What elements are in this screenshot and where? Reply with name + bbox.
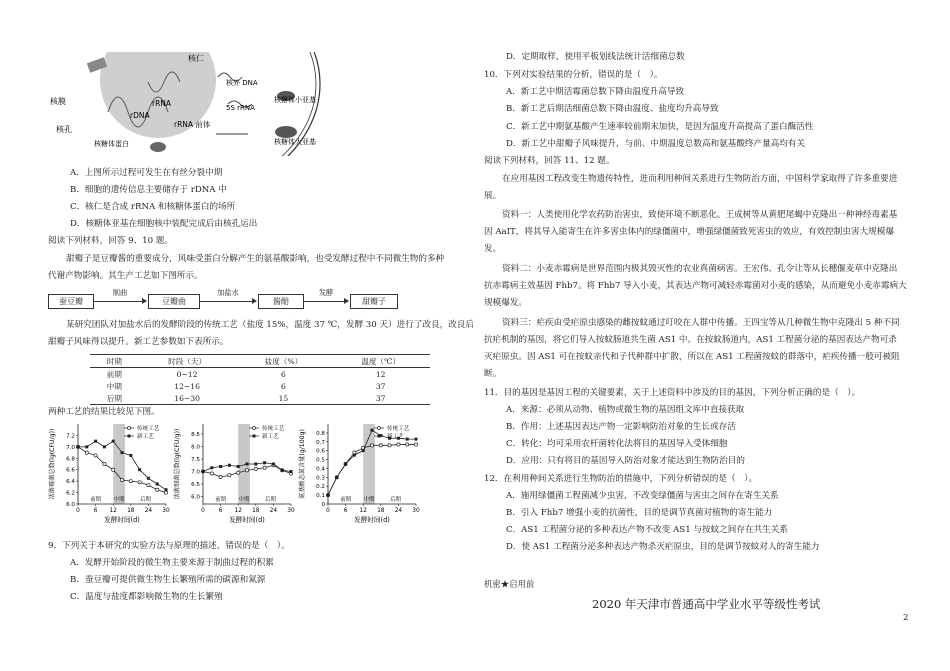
q8-option-a: A．上图所示过程可发生在有丝分裂中期 [70,168,223,178]
data-point-traditional [164,491,167,494]
q9-option-d: D．定期取样，使用平板划线法统计活细菌总数 [506,52,685,62]
data-point-traditional [156,488,159,491]
data-point-new [129,454,132,457]
resource3-line-4: 断。 [484,369,502,379]
chart-panel-3 [298,424,420,524]
material2-line-1: 某研究团队对加盐水后的发酵阶段的传统工艺（盐度 15%，温度 37 ℃，发酵 30 天）进行了改良，改良后 [66,320,474,330]
phase-label: 前期 [340,497,351,503]
y-tick-label: 7.2 [66,433,75,440]
resource2-line-2: 抗赤霉病主效基因 Fhb7。将 Fhb7 导入小麦，其表达产物可减轻赤霉菌对小麦的感染，从而避免小麦赤霉病大 [484,281,907,291]
chart-panel-1 [48,424,170,524]
data-point-traditional [263,466,266,469]
data-point-new [219,465,222,468]
resource3-line-3: 灭疟原虫。因 AS1 可在按蚊亲代和子代种群中扩散，所以在 AS1 工程菌按蚊的群落中，疟疾传播一般可被阻 [484,352,900,362]
label-5s-rrna: 5S rRNA [226,104,255,112]
data-point-traditional [228,474,231,477]
data-point-new [335,476,338,479]
legend-marker-traditional [253,427,256,430]
table-cell: 37 [375,381,386,391]
x-tick-label: 24 [394,508,403,514]
data-point-traditional [388,444,391,447]
data-point-traditional [379,444,382,447]
parameter-table [90,354,430,405]
table-cell: 中期 [106,381,122,391]
intro-q11-12: 阅读下列材料，回答 11、12 题。 [484,156,615,166]
label-rdna: rDNA [130,111,150,120]
data-point-new [327,494,330,497]
data-point-traditional [219,475,222,478]
data-point-new [210,466,213,469]
legend-marker-new [128,435,131,438]
table-cell: 后期 [90,392,139,405]
data-point-new [254,463,257,466]
data-point-new [281,469,284,472]
x-tick-label: 18 [127,508,135,514]
y-tick-label: 6.8 [66,456,75,463]
data-point-traditional [397,443,400,446]
y-tick-label: 6.0 [66,502,75,508]
label-rrna: rRNA [152,99,172,108]
data-point-traditional [254,467,257,470]
table-cell: 6 [280,381,286,391]
data-point-traditional [414,443,417,446]
data-point-traditional [85,451,88,454]
data-point-new [406,438,409,441]
phase-label: 中期 [363,497,375,503]
legend-marker-traditional [128,427,131,430]
flow-arrow-1 [94,301,146,302]
legend-label: 新工艺 [137,434,154,440]
data-point-new [103,445,106,448]
data-point-new [165,488,168,491]
legend-marker-new [253,435,256,438]
q11-option-a: A．来源：必须从动物、植物或微生物的基因组文库中直接获取 [506,405,745,415]
chart-panel-2 [173,424,295,524]
y-tick-label: 0.1 [316,493,325,500]
exam-title: 2020 年天津市普通高中学业水平等级性考试 [592,597,821,611]
q9-option-a: A．发酵开始阶段的微生物主要来源于制曲过程的积累 [70,558,274,568]
data-point-new [94,440,97,443]
table-header: 时期 [90,355,139,368]
flow-arrow-3 [304,301,348,302]
data-point-new [202,470,205,473]
x-tick-label: 24 [144,508,153,514]
data-point-new [246,463,249,466]
resource3-line-1: 资料三：疟疾由受疟原虫感染的雌按蚊通过叮咬在人群中传播。王四宝等从几种微生物中克隆出 5 种不同 [502,318,900,328]
y-tick-label: 6.6 [66,467,75,474]
x-tick-label: 0 [326,508,330,514]
q8-option-b: B．细胞的遗传信息主要储存于 rDNA 中 [70,185,227,195]
material1-line-1: 甜瓣子是豆瓣酱的重要成分，风味受蛋白分解产生的氨基酸影响，也受发酵过程中不同微生物的多种 [66,254,445,264]
x-axis-label: 发酵时间(d) [354,516,390,524]
flow-arrow-label-2: 加盐水 [217,288,239,297]
phase-label: 前期 [215,497,226,503]
label-extranuclear-dna: 核外 DNA [226,79,258,87]
material2-line-2: 甜瓣子风味得以提升。新工艺参数如下表所示。 [48,337,229,347]
data-point-traditional [370,444,373,447]
table-cell: 12 [375,369,386,379]
nucleus-figure [48,52,348,156]
y-tick-label: 6.5 [191,482,200,488]
y-tick-label: 7.0 [191,469,200,476]
phase-label: 中期 [113,497,125,503]
q11-option-d: D．应用：只有将目的基因导入防治对象才能达到生物防治目的 [506,456,745,466]
q12-option-d: D．使 AS1 工程菌分泌多种表达产物杀灭疟原虫，目的是调节按蚊对人的寄生能力 [506,542,820,552]
data-point-traditional [210,472,213,475]
q11-stem: 11．目的基因是基因工程的关键要素，关于上述资料中涉及的目的基因，下列分析正确的是（ ）。 [484,388,861,398]
y-tick-label: 0.5 [316,457,325,464]
phase-mid-band [363,424,375,504]
data-point-traditional [353,451,356,454]
q10-option-d: D．新工艺中甜瓣子风味提升，与前、中期温度总数高和氨基酸终产量高均有关 [506,139,806,149]
phase-label: 前期 [90,497,101,503]
legend-label: 传统工艺 [387,426,410,432]
y-tick-label: 8.0 [191,444,200,451]
data-point-new [138,468,141,471]
table-cell: 15 [235,392,331,405]
label-nuclear-envelope: 核膜 [50,97,66,106]
flow-box-1: 蚕豆瓣 [48,294,94,309]
y-axis-label: 活菌霉菌总数(lg(CFU/g)) [49,428,56,500]
legend-label: 传统工艺 [137,426,160,432]
x-tick-label: 12 [359,508,367,514]
x-tick-label: 18 [377,508,385,514]
intro-q9-10: 阅读下列材料，回答 9、10 题。 [48,236,173,246]
x-tick-label: 12 [109,508,117,514]
phase-label: 后期 [265,497,276,503]
x-tick-label: 24 [269,508,278,514]
y-tick-label: 0 [321,502,325,508]
q12-option-b: B．引入 Fhb7 增强小麦的抗菌性，目的是调节真菌对植物的寄生能力 [506,508,773,518]
x-tick-label: 30 [162,508,170,514]
page-number: 2 [903,613,909,623]
resource1-line-3: 发。 [484,244,502,254]
q10-option-b: B．新工艺后期活细菌总数下降由温度、盐度均升高导致 [506,104,719,114]
phase-label: 中期 [238,497,250,503]
table-header: 时段（天） [139,355,236,368]
x-tick-label: 6 [343,508,348,514]
results-charts [48,420,428,528]
data-point-new [353,454,356,457]
resource2-line-3: 规模爆发。 [484,298,527,308]
data-point-new [156,483,159,486]
y-tick-label: 7.5 [191,457,200,463]
x-tick-label: 0 [201,508,205,514]
q12-stem: 12．在利用种间关系进行生物防治的措施中，下列分析错误的是（ ）。 [484,474,758,484]
y-tick-label: 0.7 [316,439,325,446]
data-point-traditional [94,454,97,457]
label-nuclear-pore: 核孔 [56,125,72,134]
data-point-new [237,465,240,468]
x-tick-label: 6 [93,508,98,514]
y-tick-label: 6.0 [191,494,200,501]
q9-option-c: C．温度与盐度都影响微生物的生长繁殖 [70,592,223,602]
table-cell: 16~30 [139,392,236,405]
q10-option-a: A．新工艺中期活霉菌总数下降由温度升高导致 [506,87,685,97]
data-point-new [344,463,347,466]
resource2-line-1: 资料二：小麦赤霉病是世界范围内极其毁灭性的农业真菌病害。王宏伟、孔令让等从长穗偃麦草中克隆出 [502,264,898,274]
resource3-line-2: 抗疟机制的基因，将它们导入按蚊肠道共生菌 AS1 中。在按蚊肠道内，AS1 工程菌分泌的基因表达产物可杀 [484,335,897,345]
flow-box-2: 豆瓣曲 [148,294,200,309]
table-cell: 12~16 [174,381,200,391]
data-point-traditional [406,443,409,446]
data-point-traditional [147,484,150,487]
q11-option-b: B．作用：上述基因表达产物一定影响防治对象的生长或存活 [506,422,736,432]
data-point-new [147,477,150,480]
x-tick-label: 18 [252,508,260,514]
x-axis-label: 发酵时间(d) [229,516,265,524]
table-header: 温度（℃） [331,355,430,368]
x-tick-label: 30 [287,508,295,514]
q8-option-d: D．核糖体亚基在细胞核中装配完成后由核孔运出 [70,219,258,229]
data-point-traditional [129,480,132,483]
x-tick-label: 0 [76,508,80,514]
data-point-new [112,440,115,443]
flow-box-4: 甜瓣子 [350,294,398,309]
table-cell: 6 [280,369,286,379]
phase-label: 后期 [140,497,151,503]
y-tick-label: 0.2 [316,484,325,491]
flow-arrow-label-1: 制曲 [112,288,128,297]
legend-label: 新工艺 [262,434,279,440]
y-axis-label: 活菌细菌总数(lg(CFU/g)) [174,428,181,500]
q12-option-a: A．施用绿僵菌工程菌减少虫害，不改变绿僵菌与害虫之间存在寄生关系 [506,491,779,501]
data-point-traditional [112,468,115,471]
data-point-new [121,451,124,454]
x-tick-label: 12 [234,508,242,514]
resource1-line-2: 因 AaIT，将其导入能寄生在许多害虫体内的绿僵菌中，增强绿僵菌致死害虫的效应，有效控制虫害大规模爆 [484,227,894,237]
material1-line-2: 代谢产物影响。其生产工艺如下图所示。 [48,271,203,281]
legend-label: 传统工艺 [262,426,285,432]
chart-caption: 两种工艺的结果比较见下图。 [48,407,160,417]
material-a-line-2: 展。 [484,191,502,201]
confidential-mark: 机密★启用前 [484,579,535,589]
data-point-new [415,438,418,441]
x-tick-label: 6 [218,508,223,514]
material-a-line-1: 在应用基因工程改变生物遗传特性，进而利用种间关系进行生物防治方面，中国科学家取得了许多重要进 [502,174,898,184]
y-tick-label: 0.8 [316,430,325,437]
legend-label: 新工艺 [387,434,404,440]
q10-option-c: C．新工艺中期氨基酸产生速率较前期末加快，是因为温度升高提高了蛋白酶活性 [506,122,814,132]
data-point-new [77,445,80,448]
table-cell: 前期 [106,369,122,379]
data-point-new [228,464,231,467]
table-cell: 37 [331,392,430,405]
q10-stem: 10．下列对实验结果的分析，错误的是（ ）。 [484,70,663,80]
flow-arrow-label-3: 发酵 [318,288,334,297]
flow-box-3: 酱醅 [258,294,304,309]
phase-mid-band [113,424,125,504]
y-tick-label: 0.4 [316,466,325,473]
resource1-line-1: 资料一：人类使用化学农药防治害虫，致使环境不断恶化。王成树等从黄肥尾蝎中克隆出一种神经毒素基 [502,210,898,220]
legend-marker-new [378,435,381,438]
data-point-new [371,429,374,432]
q11-option-c: C．转化：均可采用农杆菌转化法将目的基因导入受体细胞 [506,439,728,449]
y-axis-label: 氨基酸态氮含量(g/100g) [299,429,306,499]
data-point-new [362,449,365,452]
data-point-new [272,463,275,466]
label-ribosome-large-subunit: 核糖体大亚基 [274,138,316,146]
data-point-traditional [237,471,240,474]
data-point-traditional [103,462,106,465]
q12-option-c: C．AS1 工程菌分泌的多种表达产物不改变 AS1 与按蚊之间存在共生关系 [506,525,788,535]
flow-arrow-2 [200,301,256,302]
label-rrna-precursor: rRNA 前体 [174,120,211,129]
table-header: 盐度（%） [235,355,331,368]
x-tick-label: 30 [412,508,420,514]
label-ribosome-small-subunit: 核糖体小亚基 [274,96,316,104]
data-point-new [290,470,293,473]
q9-option-b: B．蚕豆瓣可提供微生物生长繁殖所需的碳源和氮源 [70,575,266,585]
y-tick-label: 0.6 [316,448,325,455]
data-point-new [263,461,266,464]
label-nucleolus: 核仁 [188,54,204,63]
phase-label: 后期 [390,497,401,503]
y-tick-label: 0.3 [316,475,325,482]
data-point-traditional [120,478,123,481]
data-point-traditional [245,469,248,472]
label-ribosomal-protein: 核糖体蛋白 [94,140,129,148]
data-point-traditional [138,481,141,484]
y-tick-label: 7.0 [66,444,75,451]
y-tick-label: 6.4 [66,479,75,486]
q8-option-c: C．核仁是合成 rRNA 和核糖体蛋白的场所 [70,202,236,212]
legend-marker-traditional [378,427,381,430]
q9-stem: 9．下列关于本研究的实验方法与原理的描述，错误的是（ ）。 [48,541,290,551]
y-tick-label: 6.2 [66,490,75,497]
table-cell: 0~12 [176,369,198,379]
data-point-new [85,445,88,448]
y-tick-label: 8.5 [191,432,200,438]
x-axis-label: 发酵时间(d) [104,516,140,524]
